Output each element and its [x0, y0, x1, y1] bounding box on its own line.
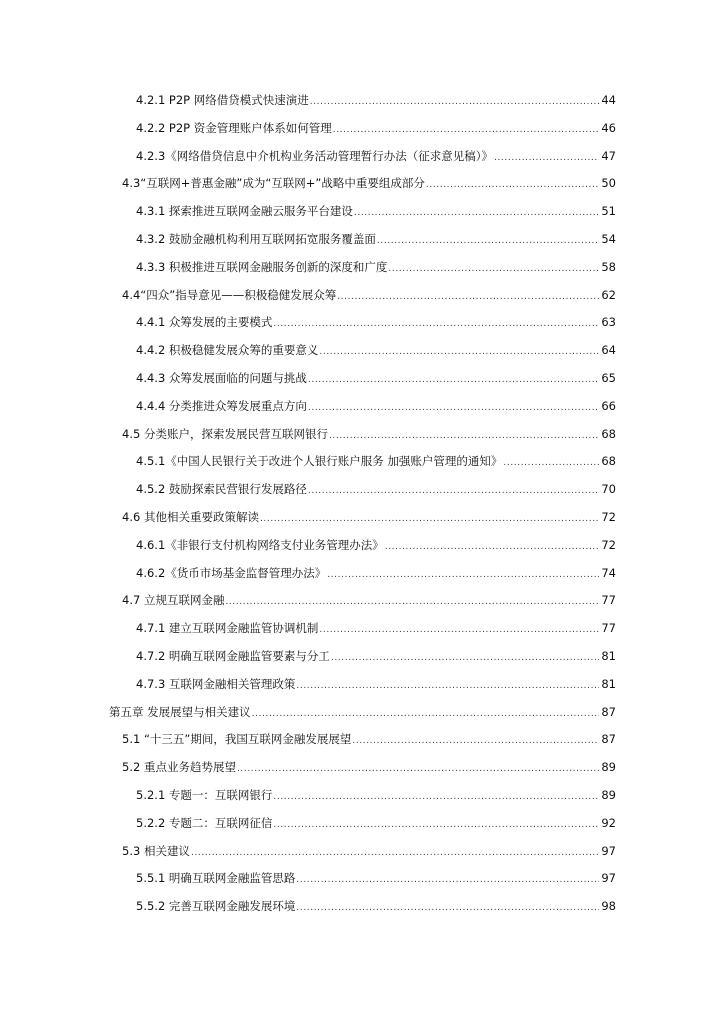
toc-entry-title: 4.7.3 互联网金融相关管理政策: [136, 676, 296, 691]
toc-dot-leader: [308, 484, 599, 498]
toc-page-number: 87: [601, 704, 616, 719]
toc-dot-leader: [191, 846, 599, 860]
toc-dot-leader: [426, 178, 599, 192]
toc-entry-title: 4.7.2 明确互联网金融监管要素与分工: [136, 648, 330, 663]
toc-entry-title: 5.2.2 专题二：互联网征信: [136, 815, 273, 830]
table-of-contents: [0, 86, 724, 920]
toc-dot-leader: [308, 373, 599, 387]
toc-entry[interactable]: [0, 559, 724, 587]
toc-entry-line: [136, 399, 616, 415]
toc-page-number: 46: [601, 120, 616, 135]
toc-entry[interactable]: [0, 336, 724, 364]
toc-page-number: 70: [601, 482, 616, 497]
toc-dot-leader: [503, 456, 599, 470]
toc-entry-line: [122, 593, 616, 609]
toc-page-number: 68: [601, 454, 616, 469]
toc-page-number: 89: [601, 760, 616, 775]
toc-entry[interactable]: [0, 197, 724, 225]
toc-entry[interactable]: [0, 308, 724, 336]
toc-dot-leader: [352, 734, 599, 748]
toc-page-number: 81: [601, 676, 616, 691]
toc-entry-line: [136, 149, 616, 165]
toc-entry-title: 4.4.1 众筹发展的主要模式: [136, 315, 273, 330]
toc-dot-leader: [237, 762, 599, 776]
toc-entry-title: 4.4“四众”指导意见——积极稳健发展众筹: [122, 287, 337, 302]
toc-entry-title: 4.3.1 探索推进互联网金融云服务平台建设: [136, 204, 353, 219]
toc-dot-leader: [273, 818, 599, 832]
toc-entry-line: [109, 705, 616, 721]
toc-page-number: 44: [601, 93, 616, 107]
toc-dot-leader: [377, 234, 599, 248]
toc-dot-leader: [308, 401, 599, 415]
toc-entry-line: [136, 371, 616, 387]
toc-entry[interactable]: [0, 753, 724, 781]
toc-dot-leader: [331, 651, 599, 665]
toc-entry-line: [136, 899, 616, 915]
toc-entry-line: [136, 788, 616, 804]
toc-entry-line: [122, 844, 616, 860]
toc-entry[interactable]: [0, 447, 724, 475]
toc-entry-line: [136, 204, 616, 220]
toc-page-number: 81: [601, 648, 616, 663]
toc-entry-line: [136, 566, 616, 582]
toc-entry-line: [136, 232, 616, 248]
toc-dot-leader: [388, 262, 599, 276]
toc-page-number: 63: [601, 315, 616, 330]
toc-dot-leader: [354, 206, 599, 220]
toc-entry-title: 4.6.2《货币市场基金监督管理办法》: [136, 565, 327, 580]
toc-page-number: 77: [601, 593, 616, 608]
toc-entry[interactable]: [0, 364, 724, 392]
toc-entry-title: 4.2.3《网络借贷信息中介机构业务活动管理暂行办法（征求意见稿）》: [136, 148, 494, 163]
toc-page-number: 58: [601, 259, 616, 274]
toc-entry-title: 4.5.2 鼓励探索民营银行发展路径: [136, 482, 307, 497]
toc-dot-leader: [319, 345, 599, 359]
toc-dot-leader: [329, 429, 599, 443]
toc-entry-title: 4.6.1《非银行支付机构网络支付业务管理办法》: [136, 537, 384, 552]
toc-entry-title: 4.6 其他相关重要政策解读: [122, 509, 259, 524]
toc-entry[interactable]: [0, 586, 724, 614]
toc-entry-title: 5.2.1 专题一：互联网银行: [136, 787, 273, 802]
toc-entry-line: [136, 260, 616, 276]
toc-page-number: 66: [601, 398, 616, 413]
toc-entry[interactable]: [0, 281, 724, 309]
toc-entry-title: 4.3“互联网+普惠金融”成为“互联网+”战略中重要组成部分: [122, 176, 425, 191]
toc-entry[interactable]: [0, 531, 724, 559]
toc-entry[interactable]: [0, 670, 724, 698]
toc-entry-title: 4.7 立规互联网金融: [122, 593, 225, 608]
toc-entry-title: 4.4.3 众筹发展面临的问题与挑战: [136, 370, 307, 385]
toc-dot-leader: [260, 512, 599, 526]
toc-entry-title: 4.5 分类账户，探索发展民营互联网银行: [122, 426, 328, 441]
toc-entry[interactable]: [0, 614, 724, 642]
toc-page-number: 68: [601, 426, 616, 441]
toc-entry[interactable]: [0, 86, 724, 114]
toc-dot-leader: [385, 540, 600, 554]
toc-page-number: 64: [601, 343, 616, 358]
toc-dot-leader: [296, 873, 599, 887]
toc-entry[interactable]: [0, 642, 724, 670]
toc-entry-title: 5.5.1 明确互联网金融监管思路: [136, 871, 296, 886]
toc-page-number: 89: [601, 787, 616, 802]
toc-dot-leader: [333, 123, 600, 137]
toc-entry[interactable]: [0, 892, 724, 920]
toc-dot-leader: [296, 901, 599, 915]
toc-entry-title: 4.4.4 分类推进众筹发展重点方向: [136, 398, 307, 413]
toc-dot-leader: [296, 679, 599, 693]
toc-page-number: 54: [601, 231, 616, 246]
toc-dot-leader: [337, 290, 599, 304]
toc-page-number: 92: [601, 815, 616, 830]
toc-entry[interactable]: [0, 225, 724, 253]
toc-entry-title: 4.3.2 鼓励金融机构利用互联网拓宽服务覆盖面: [136, 231, 376, 246]
toc-entry-line: [136, 621, 616, 637]
toc-entry-title: 4.3.3 积极推进互联网金融服务创新的深度和广度: [136, 259, 388, 274]
toc-entry-line: [122, 427, 616, 443]
toc-entry[interactable]: [0, 698, 724, 726]
toc-entry-title: 5.2 重点业务趋势展望: [122, 760, 236, 775]
toc-entry-title: 5.3 相关建议: [122, 843, 190, 858]
toc-dot-leader: [494, 151, 599, 165]
toc-dot-leader: [327, 568, 599, 582]
toc-entry-title: 5.1 “十三五”期间，我国互联网金融发展展望: [122, 732, 352, 747]
toc-entry[interactable]: [0, 837, 724, 865]
toc-page-number: 77: [601, 621, 616, 636]
toc-entry-line: [136, 93, 616, 109]
toc-page-number: 51: [601, 204, 616, 219]
toc-page-number: 50: [601, 176, 616, 191]
toc-page-number: 65: [601, 370, 616, 385]
toc-entry[interactable]: [0, 503, 724, 531]
toc-entry-title: 4.7.1 建立互联网金融监管协调机制: [136, 621, 319, 636]
toc-entry[interactable]: [0, 169, 724, 197]
toc-entry[interactable]: [0, 142, 724, 170]
toc-entry-line: [136, 649, 616, 665]
toc-page-number: 87: [601, 732, 616, 747]
toc-page-number: 98: [601, 899, 616, 914]
toc-entry-line: [136, 677, 616, 693]
toc-dot-leader: [225, 595, 599, 609]
toc-entry-line: [122, 760, 616, 776]
toc-entry[interactable]: [0, 725, 724, 753]
toc-dot-leader: [319, 623, 599, 637]
toc-entry-line: [136, 343, 616, 359]
toc-entry[interactable]: [0, 864, 724, 892]
toc-page-number: 72: [601, 537, 616, 552]
toc-page-number: 47: [601, 148, 616, 163]
toc-dot-leader: [252, 707, 600, 721]
toc-entry-line: [122, 732, 616, 748]
toc-page-number: 97: [601, 871, 616, 886]
toc-entry[interactable]: [0, 475, 724, 503]
toc-entry[interactable]: [0, 114, 724, 142]
toc-entry-title: 4.2.1 P2P 网络借贷模式快速演进: [136, 93, 309, 107]
toc-entry-line: [136, 816, 616, 832]
toc-entry-title: 5.5.2 完善互联网金融发展环境: [136, 899, 296, 914]
toc-page-number: 97: [601, 843, 616, 858]
toc-page-number: 72: [601, 509, 616, 524]
toc-entry-line: [136, 538, 616, 554]
toc-entry[interactable]: [0, 781, 724, 809]
toc-entry-title: 第五章 发展展望与相关建议: [109, 704, 251, 719]
toc-page-number: 74: [601, 565, 616, 580]
toc-entry-line: [136, 454, 616, 470]
toc-entry-title: 4.5.1《中国人民银行关于改进个人银行账户服务 加强账户管理的通知》: [136, 454, 503, 469]
toc-dot-leader: [310, 95, 600, 109]
toc-entry[interactable]: [0, 253, 724, 281]
toc-entry[interactable]: [0, 392, 724, 420]
toc-entry-title: 4.4.2 积极稳健发展众筹的重要意义: [136, 343, 319, 358]
toc-entry-line: [122, 288, 616, 304]
toc-entry[interactable]: [0, 420, 724, 448]
toc-entry[interactable]: [0, 809, 724, 837]
toc-entry-line: [136, 482, 616, 498]
toc-entry-line: [136, 121, 616, 137]
toc-entry-line: [136, 315, 616, 331]
toc-dot-leader: [273, 790, 599, 804]
toc-entry-title: 4.2.2 P2P 资金管理账户体系如何管理: [136, 120, 332, 135]
toc-page-number: 62: [601, 287, 616, 302]
toc-dot-leader: [273, 317, 599, 331]
toc-entry-line: [136, 871, 616, 887]
toc-entry-line: [122, 176, 616, 192]
toc-entry-line: [122, 510, 616, 526]
